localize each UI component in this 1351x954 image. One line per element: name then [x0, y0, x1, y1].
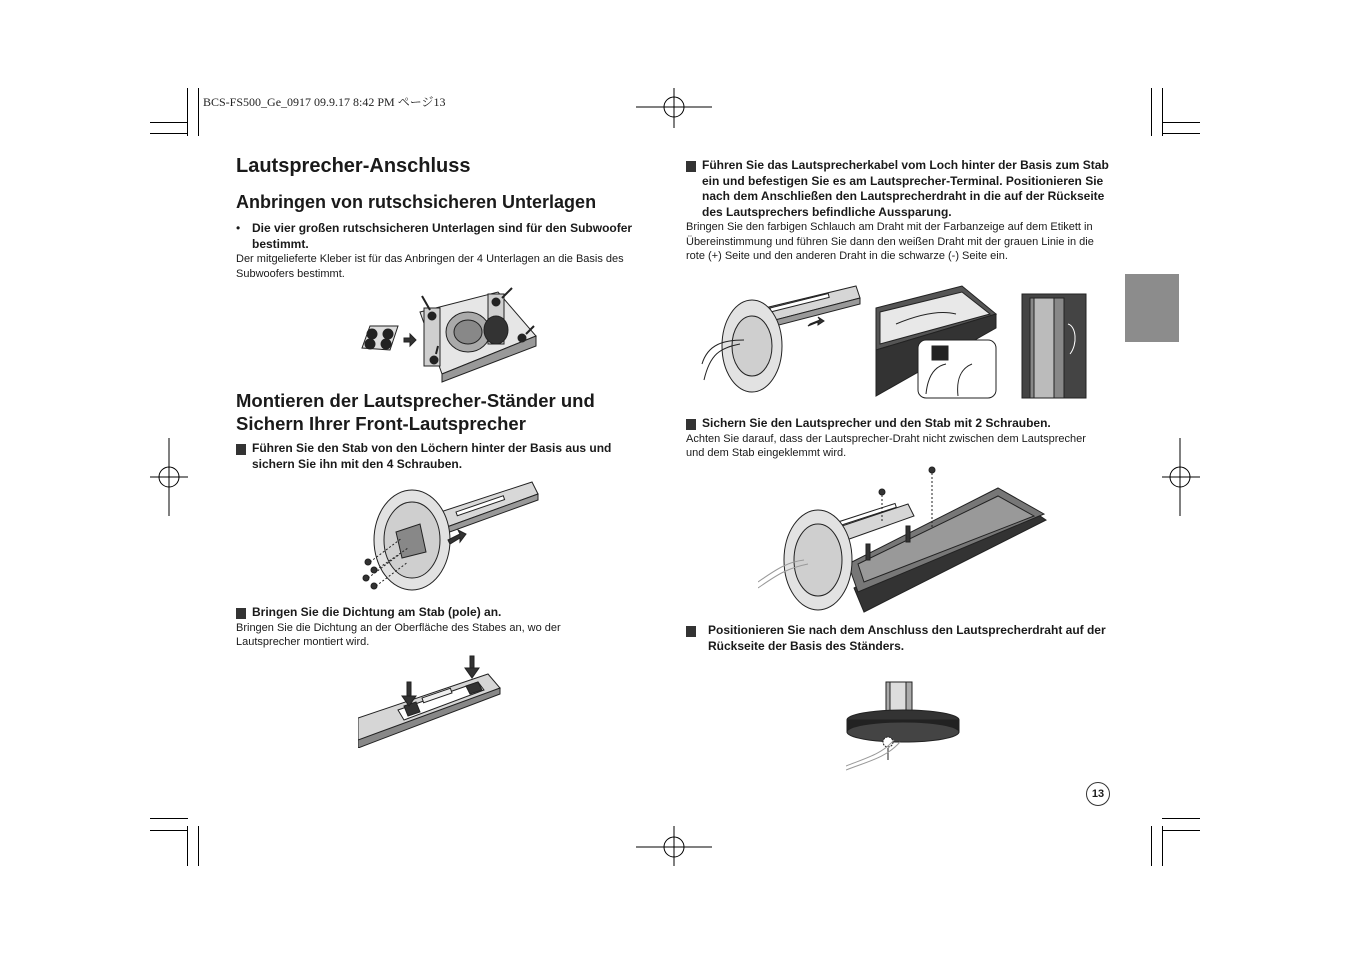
step-4-text: Achten Sie darauf, dass der Lautsprecher-Draht nicht zwischen dem Lautsprecher und dem Stab eingeklemmt wird.: [686, 432, 1086, 459]
pole-base-illustration: [356, 478, 540, 594]
gasket-illustration: [358, 654, 502, 748]
step-4-bold: Sichern Sie den Lautsprecher und den Stab mit 2 Schrauben.: [702, 416, 1051, 430]
step-3: [680, 158, 1114, 264]
page-title: Lautsprecher-Anschluss: [236, 155, 471, 177]
step-3-bold: Führen Sie das Lautsprecherkabel vom Loch hinter der Basis zum Stab ein und befestigen Sie es am Lautsprecher-Terminal. Positionieren Sie nach dem Anschließen den Lautsprecherdraht in die auf der Rückseite des Lautsprechers befindliche Aussparung.: [702, 158, 1109, 219]
print-slug: BCS-FS500_Ge_0917 09.9.17 8:42 PM ページ13: [203, 95, 446, 109]
gray-side-tab: [1125, 274, 1179, 342]
step-2-number: 2: [236, 608, 246, 619]
stand-base-illustration: [846, 680, 964, 772]
step-3-number: 3: [686, 161, 696, 172]
pads-bold-text: Die vier großen rutschsicheren Unterlagen sind für den Subwoofer bestimmt.: [252, 221, 633, 251]
step-4: [680, 416, 1114, 461]
section-heading-pads: Anbringen von rutschsicheren Unterlagen: [236, 192, 597, 212]
step-1-number: 1: [236, 444, 246, 455]
step-2-text: Bringen Sie die Dichtung an der Oberfläche des Stabes an, wo der Lautsprecher montiert wird.: [236, 621, 561, 648]
step-1: [230, 441, 656, 472]
step-5-number: 5: [686, 626, 696, 637]
bullet-mark: •: [236, 221, 241, 235]
subwoofer-pads-illustration: [358, 286, 548, 384]
speaker-cable-illustration: [700, 284, 1090, 400]
step-1-bold: Führen Sie den Stab von den Löchern hinter der Basis aus und sichern Sie ihn mit den 4 Schrauben.: [252, 441, 612, 471]
step-4-number: 4: [686, 419, 696, 430]
step-2-bold: Bringen Sie die Dichtung am Stab (pole) an.: [252, 605, 502, 619]
step-5-bold: Positionieren Sie nach dem Anschluss den Lautsprecherdraht auf der Rückseite der Basis des Ständers.: [708, 623, 1106, 653]
speaker-mount-illustration: [758, 464, 1048, 614]
page-number: 13: [1086, 782, 1110, 806]
step-3-text: Bringen Sie den farbigen Schlauch am Draht mit der Farbanzeige auf dem Etikett in Übereinstimmung und führen Sie dann den weißen Draht mit der grauen Linie in die rote (+) Seite und den anderen Draht in die schwarze (-) Seite ein.: [686, 221, 1094, 262]
step-2: [230, 605, 656, 650]
pads-bullet: [236, 221, 660, 281]
pads-text: Der mitgelieferte Kleber ist für das Anbringen der 4 Unterlagen an die Basis des Subwoofers bestimmt.: [236, 253, 624, 280]
section-heading-stands: Montieren der Lautsprecher-Ständer und Sichern Ihrer Front-Lautsprecher: [236, 390, 595, 434]
step-5: [677, 623, 1114, 654]
